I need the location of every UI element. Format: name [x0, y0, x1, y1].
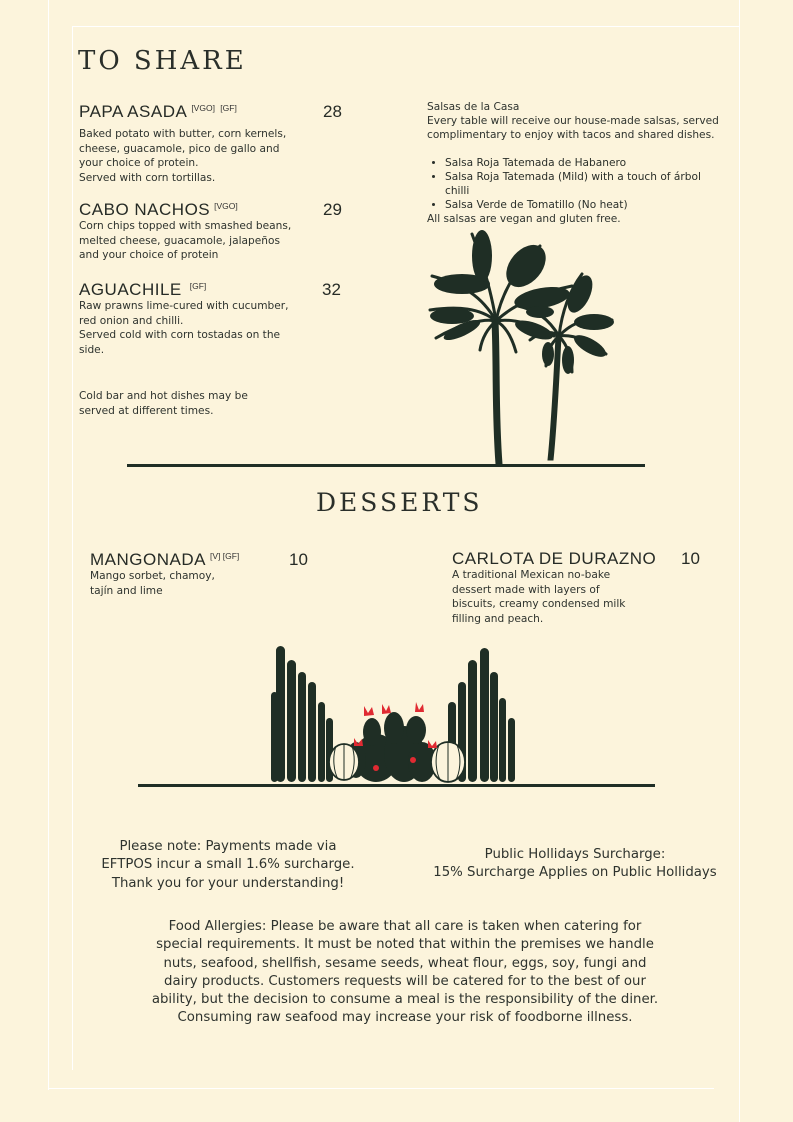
- cactus-illustration: [268, 642, 524, 786]
- menu-item-carlota-de-durazno: [452, 549, 712, 626]
- item-name: AGUACHILE: [79, 280, 182, 299]
- item-description: Mango sorbet, chamoy, tajín and lime: [90, 570, 215, 597]
- divider-line: [138, 784, 655, 787]
- salsas-heading: Salsas de la Casa: [427, 101, 520, 113]
- item-description: Baked potato with butter, corn kernels, cheese, guacamole, pico de gallo and your choice of protein. Served with corn tortillas.: [79, 128, 287, 184]
- frame-line-left: [72, 26, 73, 1070]
- item-description: Corn chips topped with smashed beans, melted cheese, guacamole, jalapeños and your choice of protein: [79, 220, 292, 262]
- item-tags: [VGO]: [214, 201, 238, 211]
- food-allergies-notice: Food Allergies: Please be aware that all care is taken when catering for special requirements. It must be noted that within the premises we handle nuts, seafood, shellfish, sesame seeds, wheat flour, eggs, soy, fungi and dairy products. Customers requests will be catered for to the best of our ability, but the decision to consume a meal is the responsibility of the diner. Consuming raw seafood may increase your risk of foodborne illness.: [151, 919, 659, 1026]
- item-price: 10: [681, 549, 700, 568]
- item-price: 28: [323, 102, 342, 121]
- frame-line-right: [739, 0, 740, 1122]
- divider-line: [127, 464, 645, 467]
- menu-item-cabo-nachos: [79, 200, 369, 263]
- salsas-list: [427, 156, 727, 213]
- eftpos-surcharge-notice: Please note: Payments made via EFTPOS incur a small 1.6% surcharge. Thank you for your understanding!: [101, 839, 355, 891]
- salsa-item: • Salsa Roja Tatemada (Mild) with a touch of árbol chilli: [445, 170, 727, 198]
- item-tags: [GF]: [189, 281, 207, 291]
- item-price: 10: [289, 550, 308, 569]
- frame-line-outer-left: [48, 0, 49, 1090]
- item-price: 29: [323, 200, 342, 219]
- salsas-intro: Every table will receive our house-made salsas, served complimentary to enjoy with tacos and shared dishes.: [427, 115, 719, 142]
- frame-line-top: [72, 26, 740, 27]
- item-name: PAPA ASADA: [79, 102, 188, 121]
- item-name: CARLOTA DE DURAZNO: [452, 549, 657, 568]
- palm-trees-illustration: [422, 226, 622, 468]
- cold-bar-note: Cold bar and hot dishes may be served at different times.: [79, 390, 248, 417]
- item-price: 32: [322, 280, 341, 299]
- item-description: Raw prawns lime-cured with cucumber, red onion and chilli. Served cold with corn tostadas on the side.: [79, 300, 289, 356]
- item-name: MANGONADA: [90, 550, 206, 569]
- desserts-title: DESSERTS: [316, 488, 483, 517]
- item-tags: [VGO] [GF]: [191, 103, 237, 113]
- item-description: A traditional Mexican no-bake dessert made with layers of biscuits, creamy condensed milk filling and peach.: [452, 569, 626, 625]
- item-tags: [V] [GF]: [209, 551, 240, 561]
- to-share-title: TO SHARE: [78, 46, 247, 76]
- public-holiday-surcharge-notice: Public Hollidays Surcharge: 15% Surcharge Applies on Public Hollidays: [433, 847, 717, 881]
- menu-item-papa-asada: [79, 102, 369, 185]
- salsas-block: [427, 100, 727, 227]
- item-name: CABO NACHOS: [79, 200, 211, 219]
- salsas-footer: All salsas are vegan and gluten free.: [427, 213, 621, 226]
- menu-item-mangonada: [90, 550, 320, 598]
- salsa-item: • Salsa Verde de Tomatillo (No heat): [445, 198, 727, 212]
- frame-line-bottom: [48, 1088, 714, 1089]
- salsa-item: • Salsa Roja Tatemada de Habanero: [445, 156, 727, 170]
- menu-item-aguachile: [79, 280, 369, 357]
